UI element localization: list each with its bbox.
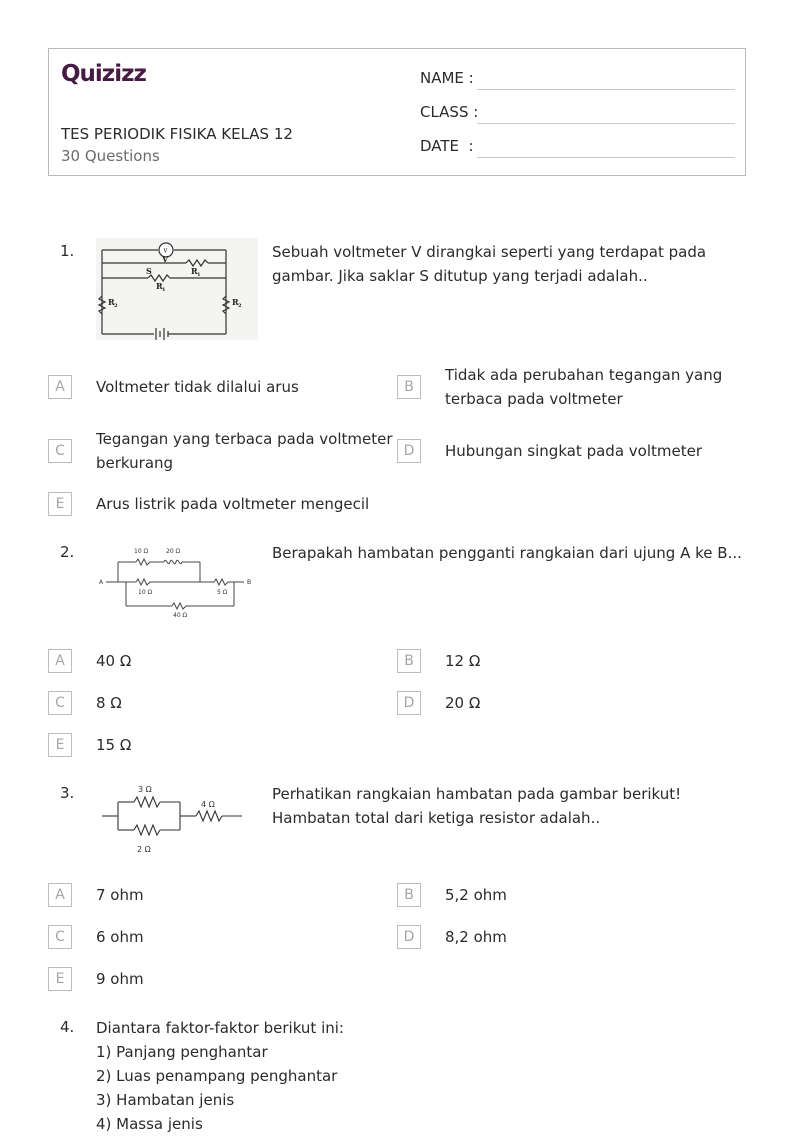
question-number: 1.	[60, 242, 75, 260]
name-field[interactable]	[420, 69, 735, 91]
option-c-box[interactable]: C	[48, 925, 72, 949]
question-text: Berapakah hambatan pengganti rangkaian dari ujung A ke B...	[272, 544, 742, 562]
svg-text:Quizizz: Quizizz	[61, 61, 146, 87]
date-line[interactable]	[477, 157, 735, 158]
quizizz-logo	[61, 59, 153, 87]
question-number: 4.	[60, 1018, 75, 1036]
question-text-line: Hambatan total dari ketiga resistor adalah..	[272, 809, 601, 827]
option-d-text: Hubungan singkat pada voltmeter	[445, 442, 702, 460]
svg-text:20 Ω: 20 Ω	[166, 548, 181, 555]
svg-text:R: R	[156, 281, 163, 291]
question-text	[272, 782, 742, 830]
class-label: CLASS :	[420, 103, 479, 121]
svg-text:v: v	[163, 246, 168, 255]
date-field[interactable]	[420, 137, 735, 159]
svg-text:40 Ω: 40 Ω	[173, 612, 188, 619]
option-d-text: 8,2 ohm	[445, 928, 507, 946]
question-text: Sebuah voltmeter V dirangkai seperti yang terdapat pada gambar. Jika saklar S ditutup yang terjadi adalah..	[272, 243, 707, 285]
svg-text:A: A	[99, 579, 104, 586]
option-b-text: Tidak ada perubahan tegangan yang terbaca pada voltmeter	[445, 366, 723, 408]
option-a-box[interactable]: A	[48, 883, 72, 907]
option-a-box[interactable]: A	[48, 375, 72, 399]
svg-text:1: 1	[162, 287, 166, 293]
svg-text:2: 2	[238, 303, 242, 309]
list-item: 3) Hambatan jenis	[96, 1091, 235, 1109]
option-e-text: Arus listrik pada voltmeter mengecil	[96, 495, 370, 513]
circuit-figure-1	[96, 238, 258, 344]
question-count: 30 Questions	[61, 147, 160, 165]
svg-text:3 Ω: 3 Ω	[138, 785, 152, 794]
option-e-text: 15 Ω	[96, 736, 132, 754]
svg-text:R: R	[191, 266, 198, 276]
option-e-box[interactable]: E	[48, 733, 72, 757]
svg-text:S: S	[146, 266, 152, 276]
option-c-box[interactable]: C	[48, 691, 72, 715]
list-item: 4) Massa jenis	[96, 1115, 203, 1133]
option-b-text: 12 Ω	[445, 652, 481, 670]
option-c-box[interactable]: C	[48, 439, 72, 463]
circuit-figure-2	[96, 540, 258, 624]
worksheet-header	[48, 48, 746, 176]
svg-text:10 Ω: 10 Ω	[138, 589, 153, 596]
svg-text:R: R	[108, 297, 115, 307]
option-e-box[interactable]: E	[48, 492, 72, 516]
svg-text:B: B	[247, 579, 252, 586]
name-label: NAME :	[420, 69, 474, 87]
svg-text:10 Ω: 10 Ω	[134, 548, 149, 555]
class-field[interactable]	[420, 103, 735, 125]
option-d-box[interactable]: D	[397, 925, 421, 949]
option-d-box[interactable]: D	[397, 439, 421, 463]
option-a-text: 7 ohm	[96, 886, 144, 904]
option-c-text: 6 ohm	[96, 928, 144, 946]
option-c-text: 8 Ω	[96, 694, 122, 712]
date-label: DATE :	[420, 137, 474, 155]
option-d-box[interactable]: D	[397, 691, 421, 715]
svg-text:R: R	[232, 297, 239, 307]
svg-text:2 Ω: 2 Ω	[137, 845, 151, 854]
name-line[interactable]	[477, 89, 735, 90]
worksheet-title: TES PERIODIK FISIKA KELAS 12	[61, 125, 293, 143]
svg-text:1: 1	[197, 272, 201, 278]
option-a-text: Voltmeter tidak dilalui arus	[96, 378, 299, 396]
option-c-text: Tegangan yang terbaca pada voltmeter berkurang	[96, 430, 393, 472]
question-number: 2.	[60, 543, 75, 561]
class-line[interactable]	[477, 123, 735, 124]
svg-text:V: V	[162, 254, 169, 264]
svg-text:4 Ω: 4 Ω	[201, 800, 215, 809]
option-e-text: 9 ohm	[96, 970, 144, 988]
svg-text:5 Ω: 5 Ω	[217, 589, 228, 596]
question-text-line: Diantara faktor-faktor berikut ini:	[96, 1019, 344, 1037]
question-text-line: Perhatikan rangkaian hambatan pada gambar berikut!	[272, 785, 682, 803]
option-b-box[interactable]: B	[397, 375, 421, 399]
question-number: 3.	[60, 784, 75, 802]
option-b-box[interactable]: B	[397, 883, 421, 907]
list-item: 2) Luas penampang penghantar	[96, 1067, 338, 1085]
option-b-box[interactable]: B	[397, 649, 421, 673]
circuit-figure-3	[100, 782, 245, 860]
option-d-text: 20 Ω	[445, 694, 481, 712]
option-a-text: 40 Ω	[96, 652, 132, 670]
option-a-box[interactable]: A	[48, 649, 72, 673]
list-item: 1) Panjang penghantar	[96, 1043, 268, 1061]
svg-text:2: 2	[114, 303, 118, 309]
question-text	[96, 1016, 736, 1136]
option-b-text: 5,2 ohm	[445, 886, 507, 904]
option-e-box[interactable]: E	[48, 967, 72, 991]
